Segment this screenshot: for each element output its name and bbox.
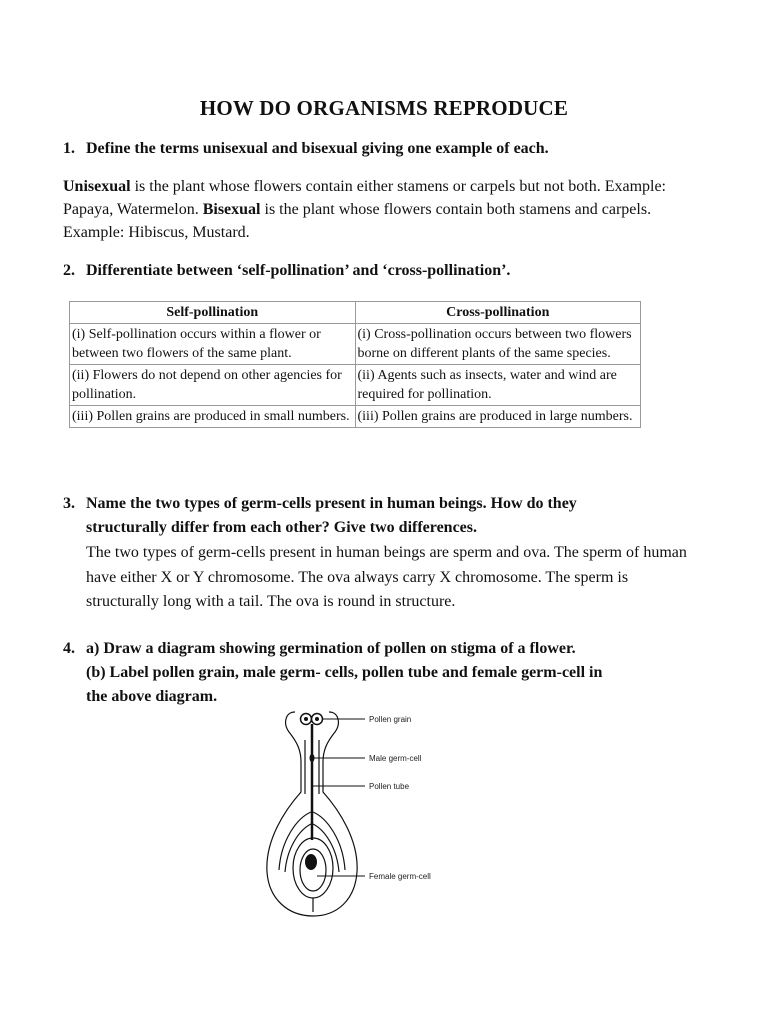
answer-1 <box>63 175 713 244</box>
label-pollen-grain: Pollen grain <box>369 715 412 724</box>
question-4 <box>63 637 576 661</box>
question-2-number: 2. <box>63 262 75 279</box>
question-1-number: 1. <box>63 140 75 157</box>
answer-1-text-1: is the plant whose flowers contain either stamens or carpels but not both. Example: Papaya, Watermelon. <box>63 178 666 218</box>
table-cell: (ii) Flowers do not depend on other agencies for pollination. <box>70 365 356 406</box>
pollen-nucleus <box>304 717 308 721</box>
answer-1-text-2: is the plant whose flowers contain both stamens and carpels. Example: Hibiscus, Mustard. <box>63 201 652 241</box>
table-header-row <box>70 302 641 324</box>
question-3 <box>63 492 577 516</box>
question-2 <box>63 259 510 283</box>
answer-3: The two types of germ-cells present in human beings are sperm and ova. The sperm of human have either X or Y chromosome. The ova always carry X chromosome. The sperm is structurally long with a tail. The ova is round in structure. <box>86 544 687 610</box>
term-unisexual: Unisexual <box>63 178 131 195</box>
label-female-germ-cell: Female germ-cell <box>369 872 431 881</box>
question-4-number: 4. <box>63 640 75 657</box>
table-header-cross-pollination: Cross-pollination <box>355 302 641 324</box>
question-4-line-1: a) Draw a diagram showing germination of pollen on stigma of a flower. <box>86 640 576 657</box>
question-3-line-2: structurally differ from each other? Give two differences. <box>86 519 478 536</box>
page-title: HOW DO ORGANISMS REPRODUCE <box>199 96 569 120</box>
question-4-line-3: the above diagram. <box>86 688 218 705</box>
comparison-table <box>69 301 641 428</box>
label-pollen-tube: Pollen tube <box>369 782 410 791</box>
pollen-nucleus <box>315 717 319 721</box>
table-row <box>70 365 641 406</box>
table-row <box>70 406 641 428</box>
table-cell: (ii) Agents such as insects, water and wind are required for pollination. <box>355 365 641 406</box>
question-1 <box>63 137 549 161</box>
question-1-text: Define the terms unisexual and bisexual giving one example of each. <box>86 140 549 157</box>
table-cell: (i) Self-pollination occurs within a flower or between two flowers of the same plant. <box>70 324 356 365</box>
question-2-text: Differentiate between ‘self-pollination’ and ‘cross-pollination’. <box>86 262 511 279</box>
term-bisexual: Bisexual <box>202 201 261 218</box>
table-cell: (i) Cross-pollination occurs between two flowers borne on different plants of the same species. <box>355 324 641 365</box>
question-4-line-2: (b) Label pollen grain, male germ- cells, pollen tube and female germ-cell in <box>86 664 603 681</box>
table-cell: (iii) Pollen grains are produced in large numbers. <box>355 406 641 428</box>
male-germ-cell <box>310 754 315 762</box>
question-3-number: 3. <box>63 495 75 512</box>
pollen-germination-diagram <box>255 700 475 922</box>
label-male-germ-cell: Male germ-cell <box>369 754 422 763</box>
table-cell: (iii) Pollen grains are produced in small numbers. <box>70 406 356 428</box>
question-3-line-1: Name the two types of germ-cells present in human beings. How do they <box>86 495 577 512</box>
table-header-self-pollination: Self-pollination <box>70 302 356 324</box>
female-germ-cell <box>305 854 317 870</box>
table-row <box>70 324 641 365</box>
